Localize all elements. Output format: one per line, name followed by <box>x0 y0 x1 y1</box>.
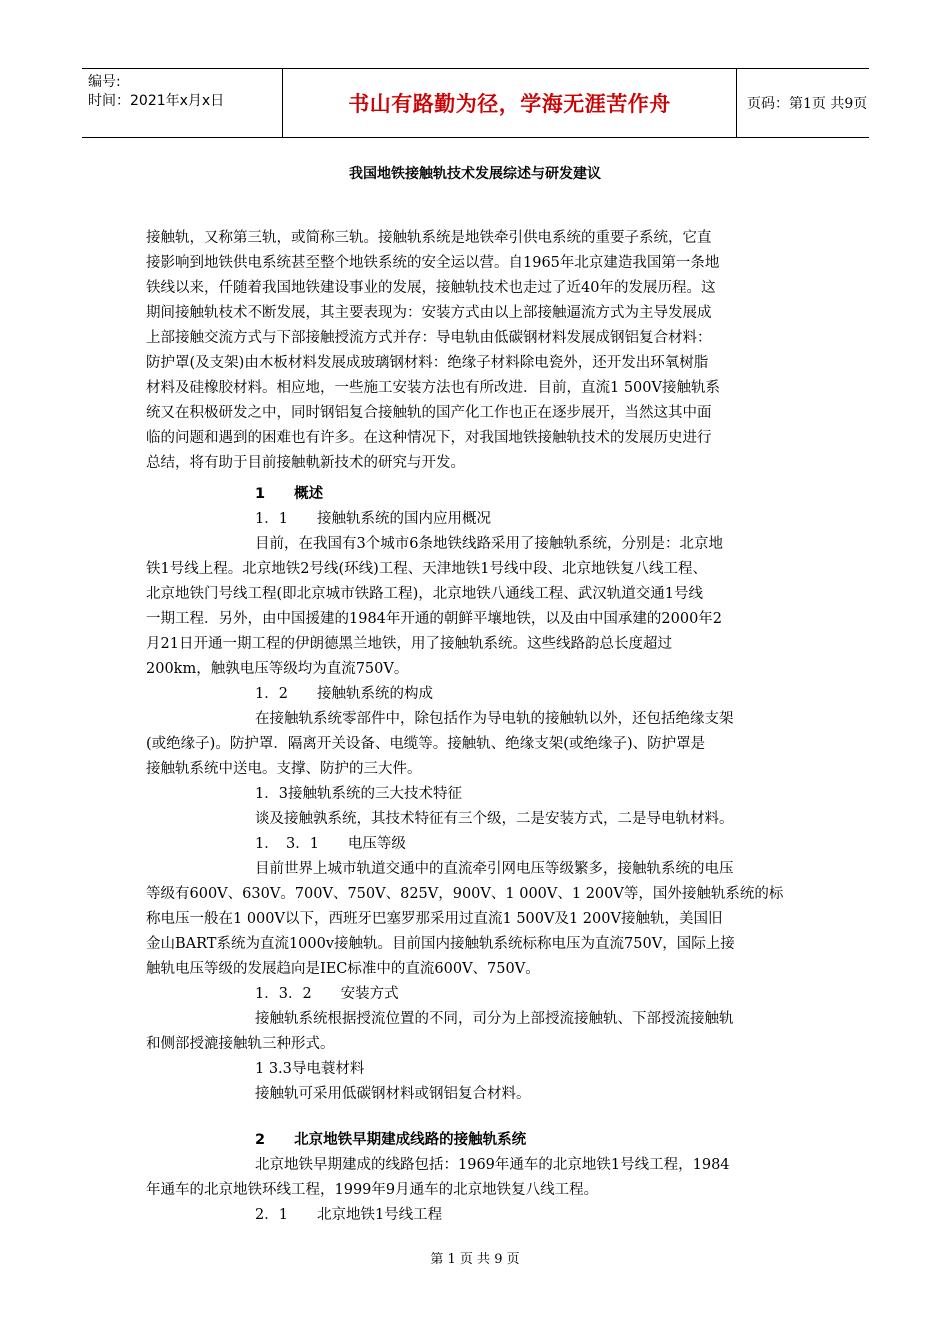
body-line: 接触轨，又称第三轨，或简称三轨。接触轨系统是地铁牵引供电系统的重要子系统，它直 <box>146 230 712 246</box>
body-line: 目前，在我国有3个城市6条地铁线路采用了接触轨系统，分别是：北京地 <box>255 536 723 552</box>
page-footer: 第 1 页 共 9 页 <box>430 1252 520 1267</box>
body-line: 金山BART系统为直流1000v接触轨。目前国内接触轨系统标称电压为直流750V，国际上接 <box>146 936 735 952</box>
subsection-heading: 1．1 接触轨系统的国内应用概况 <box>255 511 491 527</box>
body-line: 上部接触交流方式与下部接触授流方式并存：导电轨由低碳钢材料发展成钢铝复合材料： <box>146 330 712 346</box>
subsubsection-heading: 1． 3．1 电压等级 <box>255 836 406 852</box>
body-line: 称电压一般在1 000V以下，西班牙巴塞罗那采用过直流1 500V及1 200V接触轨，美国旧 <box>146 911 723 927</box>
page-info: 页码：第1页 共9页 <box>747 96 868 112</box>
body-line: 材料及硅橡胶材料。相应地，一些施工安装方法也有所改进．目前，直流1 500V接触轨系 <box>146 380 720 396</box>
body-line: 临的问题和遇到的困难也有许多。在这种情况下，对我国地铁接触轨技术的发展历史进行 <box>146 430 712 446</box>
body-line: 北京地铁门号线工程(即北京城市铁路工程)，北京地铁八通线工程、武汉轨道交通1号线 <box>146 586 704 602</box>
body-line: 触轨电压等级的发展趋向是IEC标准中的直流600V、750V。 <box>146 961 540 977</box>
header-right-cell <box>737 69 869 137</box>
section-heading: 2 北京地铁早期建成线路的接触轨系统 <box>255 1132 527 1148</box>
page-header <box>82 68 869 138</box>
body-line: 200km，触孰电压等级均为直流750V。 <box>146 661 409 677</box>
body-line: 和侧部授漉接触轨三种形式。 <box>146 1036 335 1052</box>
body-line: 目前世界上城市轨道交通中的直流牵引网电压等级繁多，接触轨系统的电压 <box>255 861 734 877</box>
document-title: 我国地铁接触轨技术发展综述与研发建议 <box>349 166 601 182</box>
body-line: 接影响到地铁供电系统甚至整个地铁系统的安全运以营。自1965年北京建造我国第一条地 <box>146 255 720 271</box>
body-line: 北京地铁早期建成的线路包括：1969年通车的北京地铁1号线工程，1984 <box>255 1157 730 1173</box>
time-label: 时间：2021年x月x日 <box>88 93 225 109</box>
body-line: 总结，将有助于目前接触軌新技术的研究与开发。 <box>146 455 465 471</box>
body-line: 统又在积极研发之中，同时钢铝复合接触轨的国产化工作也正在逐步展开，当然这其中面 <box>146 405 712 421</box>
subsection-heading: 1．2 接触轨系统的构成 <box>255 686 433 702</box>
subsubsection-heading: 1．3．2 安装方式 <box>255 986 399 1002</box>
body-line: 铁1号线上程。北京地铁2号线(环线)工程、天津地铁1号线中段、北京地铁复八线工程、 <box>146 561 707 577</box>
body-line: 防护罩(及支架)由木板材料发展成玻璃钢材料：绝缘子材料除电瓷外，还开发出环氧树脂 <box>146 355 709 371</box>
body-line: 接触轨系统根据授流位置的不同，司分为上部授流接触轨、下部授流接触轨 <box>255 1011 734 1027</box>
body-line: 等级有600V、630V。700V、750V、825V，900V、1 000V、1 200V等，国外接触轨系统的标 <box>146 886 784 902</box>
body-line: 月21日开通一期工程的伊朗德黑兰地铁，用了接触轨系统。这些线路韵总长度超过 <box>146 636 672 652</box>
doc-number-label: 编号: <box>88 74 121 90</box>
body-line: (或绝缘子)。防护罩．隔离开关设备、电缆等。接触轨、绝缘支架(或绝缘子)、防护罩是 <box>146 736 706 752</box>
header-motto-cell <box>282 69 737 137</box>
body-line: 接触轨可采用低碳钢材料或钢铝复合材料。 <box>255 1086 531 1102</box>
body-line: 接触轨系统中送电。支撑、防护的三大件。 <box>146 761 422 777</box>
body-line: 年通车的北京地铁环线工程，1999年9月通车的北京地铁复八线工程。 <box>146 1182 599 1198</box>
body-line: 谈及接触孰系统，其技术特征有三个级，二是安装方式，二是导电轨材料。 <box>255 811 734 827</box>
section-heading: 1 概述 <box>255 486 324 502</box>
subsection-heading: 1．3接触轨系统的三大技术特征 <box>255 786 462 802</box>
header-left-cell <box>82 69 282 137</box>
subsection-heading: 2．1 北京地铁1号线工程 <box>255 1207 443 1223</box>
body-line: 铁线以来，仟随着我国地铁建设事业的发展，接触轨技术也走过了近40年的发展历程。这 <box>146 280 716 296</box>
body-line: 一期工程．另外，由中国援建的1984年开通的朝鲜平壤地铁，以及由中国承建的2000年2 <box>146 611 723 627</box>
header-motto: 书山有路勤为径，学海无涯苦作舟 <box>348 92 671 116</box>
body-line: 期间接触轨枝术不断发展，其主要表现为：安装方式由以上部接触逼流方式为主导发展成 <box>146 305 712 321</box>
body-line: 在接触轨系统零部件中，除包括作为导电轨的接触轨以外，还包括绝缘支架 <box>255 711 734 727</box>
subsubsection-heading: 1 3.3导电蓑材料 <box>255 1061 365 1077</box>
